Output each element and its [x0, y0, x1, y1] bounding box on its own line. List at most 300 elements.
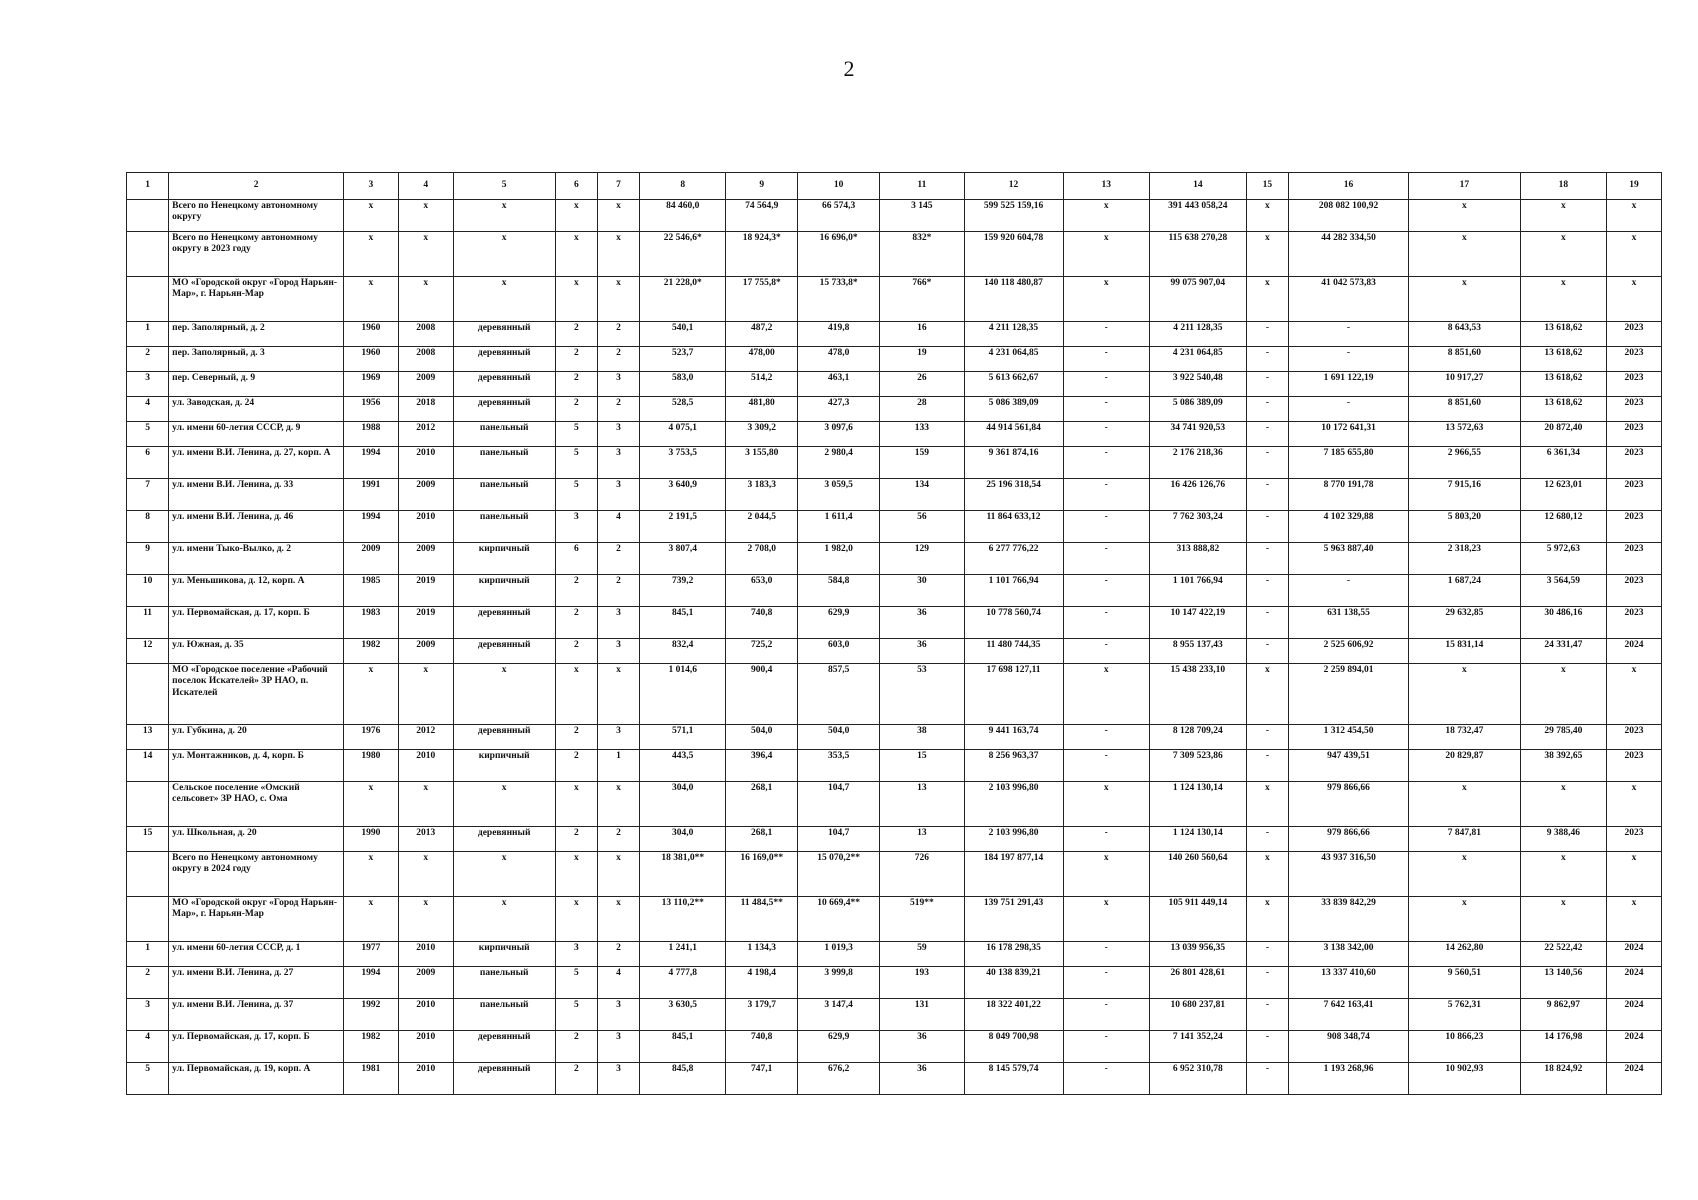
table-cell: 44 282 334,50: [1288, 232, 1408, 277]
table-cell: 5: [555, 422, 597, 447]
column-header: 13: [1063, 173, 1149, 200]
table-cell: х: [1063, 277, 1149, 322]
table-cell: 504,0: [726, 725, 798, 750]
table-cell: 3: [597, 639, 639, 664]
address-cell: Всего по Ненецкому автономному округу в 2023 году: [169, 232, 344, 277]
table-cell: 2009: [398, 639, 453, 664]
table-cell: х: [453, 852, 555, 897]
table-cell: 17 698 127,11: [964, 664, 1063, 725]
address-cell: ул. имени В.И. Ленина, д. 27, корп. А: [169, 447, 344, 479]
table-cell: 1982: [344, 639, 399, 664]
table-cell: -: [1288, 347, 1408, 372]
table-cell: 5: [555, 447, 597, 479]
table-cell: 5 972,63: [1520, 543, 1606, 575]
table-cell: 5: [555, 967, 597, 999]
table-cell: 947 439,51: [1288, 750, 1408, 782]
table-cell: 1991: [344, 479, 399, 511]
table-cell: 3 807,4: [640, 543, 726, 575]
table-cell: 10 866,23: [1409, 1031, 1521, 1063]
table-cell: -: [1063, 827, 1149, 852]
table-row: [127, 277, 1662, 322]
table-cell: 2: [555, 750, 597, 782]
table-cell: 2: [555, 607, 597, 639]
table-cell: деревянный: [453, 322, 555, 347]
table-cell: 845,1: [640, 1031, 726, 1063]
table-cell: 134: [880, 479, 964, 511]
table-cell: 5 086 389,09: [1149, 397, 1246, 422]
table-cell: х: [398, 897, 453, 942]
table-cell: х: [344, 232, 399, 277]
table-cell: 12 680,12: [1520, 511, 1606, 543]
table-cell: 13 140,56: [1520, 967, 1606, 999]
table-cell: 11 480 744,35: [964, 639, 1063, 664]
table-cell: -: [1063, 347, 1149, 372]
table-cell: 2: [555, 725, 597, 750]
table-cell: 2 103 996,80: [964, 827, 1063, 852]
table-cell: 5 762,31: [1409, 999, 1521, 1031]
table-cell: х: [555, 664, 597, 725]
table-cell: 725,2: [726, 639, 798, 664]
table-cell: 268,1: [726, 827, 798, 852]
table-cell: 4 075,1: [640, 422, 726, 447]
table-cell: 2024: [1607, 942, 1662, 967]
table-cell: 15 831,14: [1409, 639, 1521, 664]
table-cell: 2023: [1607, 543, 1662, 575]
housing-table-container: [126, 172, 1662, 1095]
table-cell: 427,3: [798, 397, 880, 422]
table-cell: -: [1063, 639, 1149, 664]
table-cell: 1994: [344, 967, 399, 999]
table-cell: кирпичный: [453, 575, 555, 607]
table-cell: 2023: [1607, 372, 1662, 397]
table-cell: х: [1409, 782, 1521, 827]
table-cell: х: [453, 277, 555, 322]
table-cell: -: [1063, 750, 1149, 782]
table-cell: 5: [127, 422, 169, 447]
table-row: [127, 782, 1662, 827]
table-cell: 66 574,3: [798, 200, 880, 232]
table-row: [127, 422, 1662, 447]
table-cell: 304,0: [640, 782, 726, 827]
table-cell: 20 872,40: [1520, 422, 1606, 447]
table-cell: -: [1063, 942, 1149, 967]
table-cell: 8 955 137,43: [1149, 639, 1246, 664]
table-row: [127, 232, 1662, 277]
table-cell: 2008: [398, 347, 453, 372]
table-cell: 740,8: [726, 1031, 798, 1063]
table-cell: 2 259 894,01: [1288, 664, 1408, 725]
table-cell: 10 778 560,74: [964, 607, 1063, 639]
table-cell: х: [597, 277, 639, 322]
table-cell: 2 525 606,92: [1288, 639, 1408, 664]
table-cell: 653,0: [726, 575, 798, 607]
table-cell: 159: [880, 447, 964, 479]
table-cell: -: [1063, 397, 1149, 422]
table-cell: -: [1246, 967, 1288, 999]
table-row: [127, 827, 1662, 852]
table-row: [127, 664, 1662, 725]
table-cell: х: [597, 897, 639, 942]
table-cell: 1982: [344, 1031, 399, 1063]
table-cell: 1 241,1: [640, 942, 726, 967]
table-cell: 2009: [398, 543, 453, 575]
table-cell: 24 331,47: [1520, 639, 1606, 664]
column-header: 2: [169, 173, 344, 200]
table-cell: -: [1063, 575, 1149, 607]
table-cell: 18 924,3*: [726, 232, 798, 277]
table-cell: 1992: [344, 999, 399, 1031]
table-cell: 16 178 298,35: [964, 942, 1063, 967]
table-header: [127, 173, 1662, 200]
table-cell: 29 632,85: [1409, 607, 1521, 639]
table-cell: 629,9: [798, 1031, 880, 1063]
table-cell: 74 564,9: [726, 200, 798, 232]
address-cell: МО «Городское поселение «Рабочий поселок Искателей» ЗР НАО, п. Искателей: [169, 664, 344, 725]
table-cell: 2: [127, 967, 169, 999]
table-cell: 5 803,20: [1409, 511, 1521, 543]
table-cell: -: [1246, 347, 1288, 372]
table-cell: 504,0: [798, 725, 880, 750]
table-row: [127, 575, 1662, 607]
table-cell: 9 862,97: [1520, 999, 1606, 1031]
table-cell: х: [1607, 782, 1662, 827]
table-cell: 3 155,80: [726, 447, 798, 479]
table-cell: 2023: [1607, 827, 1662, 852]
table-cell: 2010: [398, 1031, 453, 1063]
table-row: [127, 543, 1662, 575]
table-cell: 2 318,23: [1409, 543, 1521, 575]
table-cell: 2: [597, 827, 639, 852]
column-header: 19: [1607, 173, 1662, 200]
table-cell: х: [1607, 852, 1662, 897]
table-cell: 5 613 662,67: [964, 372, 1063, 397]
table-row: [127, 750, 1662, 782]
table-cell: -: [1246, 725, 1288, 750]
table-cell: 3: [127, 999, 169, 1031]
table-cell: 6 952 310,78: [1149, 1063, 1246, 1095]
table-cell: 53: [880, 664, 964, 725]
table-cell: 599 525 159,16: [964, 200, 1063, 232]
table-cell: 3 145: [880, 200, 964, 232]
table-cell: х: [1246, 664, 1288, 725]
table-cell: 463,1: [798, 372, 880, 397]
table-cell: 17 755,8*: [726, 277, 798, 322]
table-body: [127, 200, 1662, 1095]
table-cell: х: [1246, 232, 1288, 277]
table-cell: 6 277 776,22: [964, 543, 1063, 575]
table-row: [127, 999, 1662, 1031]
column-header: 18: [1520, 173, 1606, 200]
table-cell: 11: [127, 607, 169, 639]
table-cell: 1 687,24: [1409, 575, 1521, 607]
table-cell: панельный: [453, 479, 555, 511]
table-cell: 4: [127, 1031, 169, 1063]
address-cell: ул. Школьная, д. 20: [169, 827, 344, 852]
table-cell: 36: [880, 1063, 964, 1095]
table-cell: 583,0: [640, 372, 726, 397]
table-cell: 2010: [398, 999, 453, 1031]
table-cell: 193: [880, 967, 964, 999]
address-cell: ул. Первомайская, д. 17, корп. Б: [169, 607, 344, 639]
table-cell: 2 980,4: [798, 447, 880, 479]
table-cell: 2 176 218,36: [1149, 447, 1246, 479]
table-cell: 13: [880, 827, 964, 852]
table-cell: 979 866,66: [1288, 827, 1408, 852]
table-cell: 10 902,93: [1409, 1063, 1521, 1095]
table-cell: 726: [880, 852, 964, 897]
table-cell: 900,4: [726, 664, 798, 725]
table-cell: х: [344, 782, 399, 827]
table-cell: 3 922 540,48: [1149, 372, 1246, 397]
table-cell: х: [597, 664, 639, 725]
table-cell: 10 917,27: [1409, 372, 1521, 397]
table-cell: -: [1063, 1063, 1149, 1095]
table-cell: 13 110,2**: [640, 897, 726, 942]
table-cell: 11 864 633,12: [964, 511, 1063, 543]
table-cell: -: [1246, 511, 1288, 543]
table-cell: -: [1288, 322, 1408, 347]
table-cell: 4 231 064,85: [964, 347, 1063, 372]
table-cell: [127, 232, 169, 277]
table-cell: 3: [555, 511, 597, 543]
table-cell: 3 753,5: [640, 447, 726, 479]
table-cell: 140 118 480,87: [964, 277, 1063, 322]
table-row: [127, 200, 1662, 232]
table-cell: -: [1063, 607, 1149, 639]
table-cell: 2 966,55: [1409, 447, 1521, 479]
table-cell: 10 669,4**: [798, 897, 880, 942]
table-cell: 6: [555, 543, 597, 575]
table-cell: -: [1246, 447, 1288, 479]
table-cell: 2024: [1607, 999, 1662, 1031]
table-cell: 9 388,46: [1520, 827, 1606, 852]
table-cell: [127, 897, 169, 942]
table-cell: 16 426 126,76: [1149, 479, 1246, 511]
table-cell: х: [1520, 852, 1606, 897]
table-cell: х: [1520, 232, 1606, 277]
table-cell: 540,1: [640, 322, 726, 347]
table-cell: х: [453, 232, 555, 277]
table-cell: х: [597, 852, 639, 897]
table-cell: 2: [597, 397, 639, 422]
table-cell: 131: [880, 999, 964, 1031]
address-cell: ул. Меньшикова, д. 12, корп. А: [169, 575, 344, 607]
table-cell: 7 847,81: [1409, 827, 1521, 852]
table-cell: 115 638 270,28: [1149, 232, 1246, 277]
table-cell: х: [1607, 200, 1662, 232]
table-cell: 1 101 766,94: [964, 575, 1063, 607]
table-cell: 2: [555, 322, 597, 347]
table-cell: 139 751 291,43: [964, 897, 1063, 942]
table-cell: панельный: [453, 999, 555, 1031]
table-cell: [127, 782, 169, 827]
table-cell: х: [1246, 852, 1288, 897]
table-cell: -: [1246, 372, 1288, 397]
table-cell: 14 176,98: [1520, 1031, 1606, 1063]
address-cell: ул. имени 60-летия СССР, д. 1: [169, 942, 344, 967]
table-cell: -: [1246, 942, 1288, 967]
table-cell: [127, 200, 169, 232]
table-cell: х: [1520, 897, 1606, 942]
table-cell: 832*: [880, 232, 964, 277]
table-cell: -: [1063, 479, 1149, 511]
table-cell: х: [597, 782, 639, 827]
table-cell: 1 019,3: [798, 942, 880, 967]
table-cell: 13 572,63: [1409, 422, 1521, 447]
table-cell: 36: [880, 607, 964, 639]
table-cell: 2023: [1607, 725, 1662, 750]
table-cell: 1994: [344, 447, 399, 479]
table-cell: х: [398, 664, 453, 725]
table-cell: панельный: [453, 422, 555, 447]
table-cell: [127, 664, 169, 725]
table-cell: 129: [880, 543, 964, 575]
table-cell: -: [1246, 1031, 1288, 1063]
table-cell: 99 075 907,04: [1149, 277, 1246, 322]
table-cell: 7 915,16: [1409, 479, 1521, 511]
table-cell: 18 322 401,22: [964, 999, 1063, 1031]
table-cell: 104,7: [798, 827, 880, 852]
table-cell: х: [1409, 232, 1521, 277]
table-cell: 13 039 956,35: [1149, 942, 1246, 967]
table-cell: 1980: [344, 750, 399, 782]
table-cell: х: [344, 277, 399, 322]
table-cell: 2009: [344, 543, 399, 575]
table-cell: 2019: [398, 607, 453, 639]
column-header: 3: [344, 173, 399, 200]
table-cell: 28: [880, 397, 964, 422]
table-cell: 104,7: [798, 782, 880, 827]
table-cell: 13 618,62: [1520, 322, 1606, 347]
table-cell: 3: [597, 607, 639, 639]
table-cell: 3 147,4: [798, 999, 880, 1031]
table-cell: 208 082 100,92: [1288, 200, 1408, 232]
table-cell: 2 103 996,80: [964, 782, 1063, 827]
table-cell: 3 179,7: [726, 999, 798, 1031]
table-cell: 7 141 352,24: [1149, 1031, 1246, 1063]
table-cell: 2023: [1607, 347, 1662, 372]
table-cell: 1 982,0: [798, 543, 880, 575]
table-cell: 766*: [880, 277, 964, 322]
table-cell: -: [1246, 422, 1288, 447]
table-cell: 676,2: [798, 1063, 880, 1095]
table-cell: 3 309,2: [726, 422, 798, 447]
table-row: [127, 511, 1662, 543]
page-number: 2: [843, 56, 855, 81]
table-cell: 2009: [398, 479, 453, 511]
table-cell: 2: [597, 347, 639, 372]
table-cell: 8 145 579,74: [964, 1063, 1063, 1095]
table-cell: 8 128 709,24: [1149, 725, 1246, 750]
table-cell: 1977: [344, 942, 399, 967]
table-row: [127, 372, 1662, 397]
table-cell: 1969: [344, 372, 399, 397]
address-cell: ул. имени Тыко-Вылко, д. 2: [169, 543, 344, 575]
table-cell: 6: [127, 447, 169, 479]
table-cell: х: [555, 782, 597, 827]
table-row: [127, 852, 1662, 897]
table-cell: 845,8: [640, 1063, 726, 1095]
table-row: [127, 639, 1662, 664]
table-cell: 13 618,62: [1520, 347, 1606, 372]
table-cell: 3 999,8: [798, 967, 880, 999]
address-cell: ул. Первомайская, д. 17, корп. Б: [169, 1031, 344, 1063]
table-cell: 140 260 560,64: [1149, 852, 1246, 897]
table-cell: 3: [597, 999, 639, 1031]
table-cell: панельный: [453, 511, 555, 543]
table-cell: 523,7: [640, 347, 726, 372]
address-cell: ул. Монтажников, д. 4, корп. Б: [169, 750, 344, 782]
table-cell: 979 866,66: [1288, 782, 1408, 827]
table-cell: 5 963 887,40: [1288, 543, 1408, 575]
table-cell: 481,80: [726, 397, 798, 422]
table-cell: 631 138,55: [1288, 607, 1408, 639]
table-cell: 15 070,2**: [798, 852, 880, 897]
column-header: 17: [1409, 173, 1521, 200]
table-cell: 2: [555, 372, 597, 397]
table-cell: 2: [555, 575, 597, 607]
address-cell: ул. Южная, д. 35: [169, 639, 344, 664]
table-cell: 13: [880, 782, 964, 827]
table-cell: х: [1246, 897, 1288, 942]
address-cell: ул. имени 60-летия СССР, д. 9: [169, 422, 344, 447]
table-cell: -: [1063, 422, 1149, 447]
table-cell: х: [1063, 782, 1149, 827]
table-row: [127, 347, 1662, 372]
table-cell: х: [555, 232, 597, 277]
table-cell: -: [1063, 967, 1149, 999]
table-cell: 268,1: [726, 782, 798, 827]
table-cell: 443,5: [640, 750, 726, 782]
table-cell: 5: [555, 479, 597, 511]
table-cell: панельный: [453, 967, 555, 999]
table-cell: 514,2: [726, 372, 798, 397]
table-cell: 2009: [398, 967, 453, 999]
table-row: [127, 447, 1662, 479]
table-cell: 10 147 422,19: [1149, 607, 1246, 639]
table-cell: 4 102 329,88: [1288, 511, 1408, 543]
table-cell: 25 196 318,54: [964, 479, 1063, 511]
table-cell: х: [555, 277, 597, 322]
table-cell: 7 762 303,24: [1149, 511, 1246, 543]
table-cell: х: [597, 200, 639, 232]
table-cell: 15: [127, 827, 169, 852]
table-cell: 15 438 233,10: [1149, 664, 1246, 725]
table-row: [127, 967, 1662, 999]
table-cell: 16 169,0**: [726, 852, 798, 897]
table-cell: деревянный: [453, 372, 555, 397]
table-cell: 18 824,92: [1520, 1063, 1606, 1095]
table-cell: 8 851,60: [1409, 397, 1521, 422]
table-cell: -: [1288, 397, 1408, 422]
table-cell: х: [1520, 277, 1606, 322]
table-cell: х: [1409, 664, 1521, 725]
table-cell: 44 914 561,84: [964, 422, 1063, 447]
column-header: 5: [453, 173, 555, 200]
table-cell: 519**: [880, 897, 964, 942]
table-cell: -: [1063, 999, 1149, 1031]
address-cell: пер. Северный, д. 9: [169, 372, 344, 397]
table-cell: х: [1063, 852, 1149, 897]
table-cell: -: [1246, 322, 1288, 347]
table-cell: х: [555, 852, 597, 897]
table-cell: -: [1063, 447, 1149, 479]
table-cell: -: [1063, 372, 1149, 397]
table-cell: 528,5: [640, 397, 726, 422]
table-cell: х: [1607, 897, 1662, 942]
table-cell: 3: [597, 1063, 639, 1095]
table-cell: 1 611,4: [798, 511, 880, 543]
